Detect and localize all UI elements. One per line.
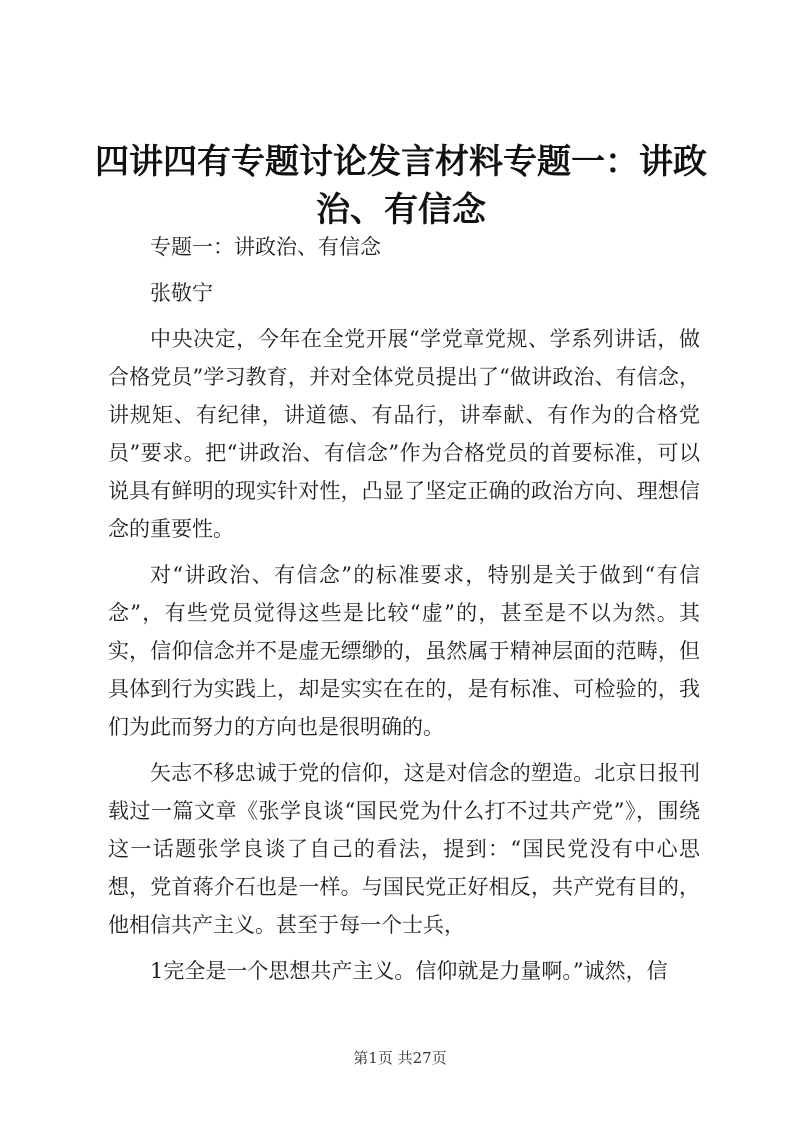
body-paragraph: 对“讲政治、有信念”的标准要求，特别是关于做到“有信念”，有些党员觉得这些是比较“虚”的，甚至是不以为然。其实，信仰信念并不是虚无缥缈的，虽然属于精神层面的范畴，但具体到行为实践上，却是实实在在的，是有标准、可检验的，我们为此而努力的方向也是很明确的。 xyxy=(108,563,700,739)
document-title: 四讲四有专题讨论发言材料专题一：讲政治、有信念 xyxy=(95,142,707,230)
body-paragraph: 1完全是一个思想共产主义。信仰就是力量啊。”诚然，信 xyxy=(150,959,668,983)
body-paragraph: 矢志不移忠诚于党的信仰，这是对信念的塑造。北京日报刊载过一篇文章《张学良谈“国民党为什么打不过共产党”》，围绕这一话题张学良谈了自己的看法，提到：“国民党没有中心思想，党首蒋介石也是一样。与国民党正好相反，共产党有目的，他相信共产主义。甚至于每一个士兵， xyxy=(108,761,700,937)
page-number-footer: 第1页 共27页 xyxy=(353,1049,447,1067)
document-body xyxy=(108,228,700,990)
subtitle-paragraph: 专题一：讲政治、有信念 xyxy=(150,235,381,259)
body-paragraph: 中央决定，今年在全党开展“学党章党规、学系列讲话，做合格党员”学习教育，并对全体党员提出了“做讲政治、有信念，讲规矩、有纪律，讲道德、有品行，讲奉献、有作为的合格党员”要求。把“讲政治、有信念”作为合格党员的首要标准，可以说具有鲜明的现实针对性，凸显了坚定正确的政治方向、理想信念的重要性。 xyxy=(108,327,700,541)
author-paragraph: 张敬宁 xyxy=(150,281,213,305)
